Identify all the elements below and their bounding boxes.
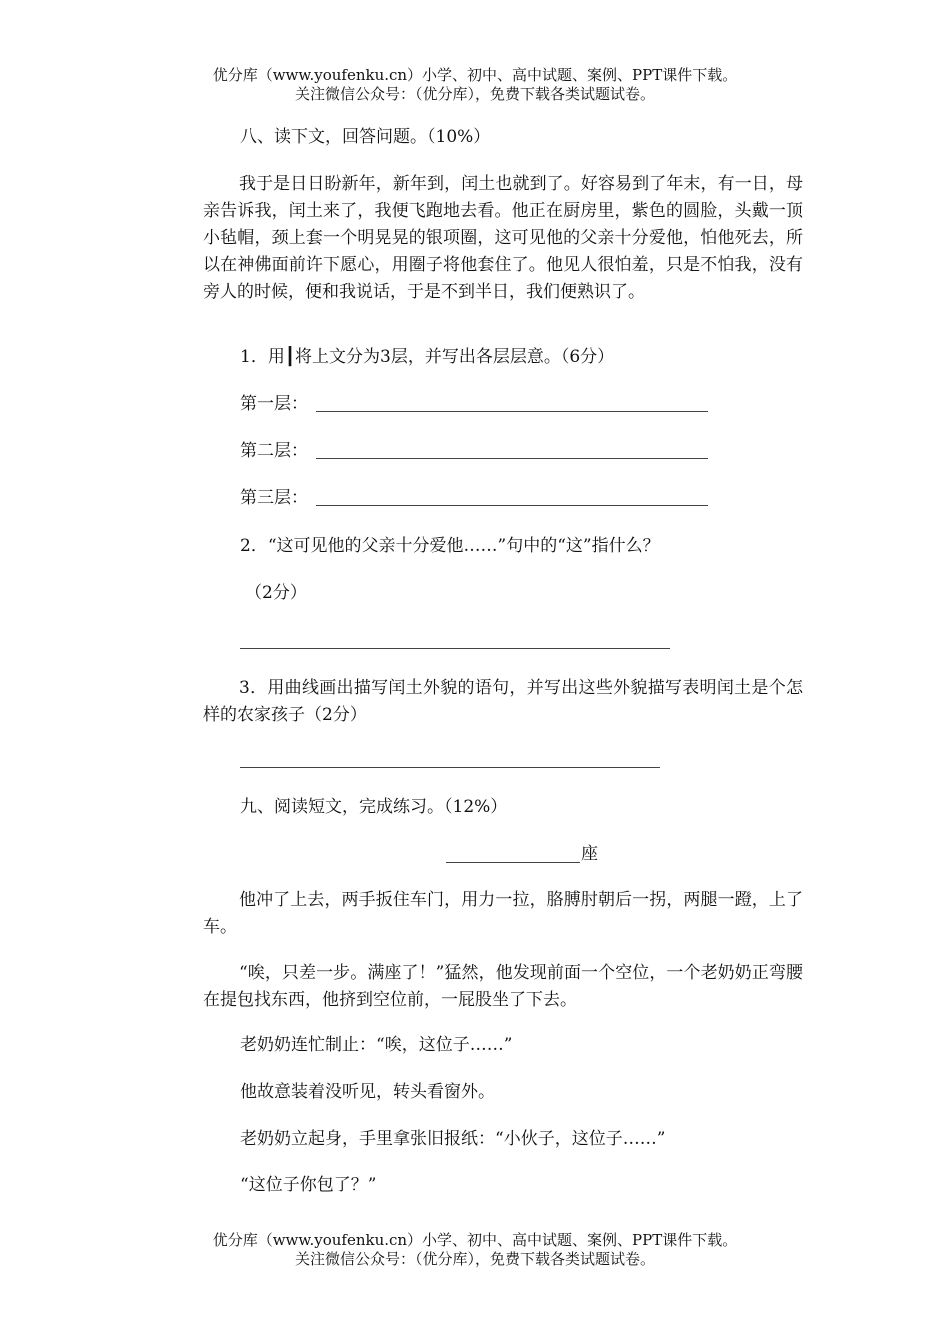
question-3: 3．用曲线画出描写闰土外貌的语句，并写出这些外貌描写表明闰土是个怎样的农家孩子（2分） <box>203 678 803 725</box>
layer-2-answer-line[interactable] <box>316 458 708 459</box>
layer-3-answer-line[interactable] <box>316 505 708 506</box>
footer-line-2: 关注微信公众号：（优分库），免费下载各类试题试卷。 <box>294 1250 655 1268</box>
story-title-suffix: 座 <box>581 844 598 864</box>
section-8-passage: 我于是日日盼新年，新年到，闰土也就到了。好容易到了年末，有一日，母亲告诉我，闰土来了，我便飞跑地去看。他正在厨房里，紫色的圆脸，头戴一顶小毡帽，颈上套一个明晃晃的银项圈，这可见他的父亲十分爱他，怕他死去，所以在神佛面前许下愿心，用圈子将他套住了。他见人很怕羞，只是不怕我，没有旁人的时候，便和我说话，于是不到半日，我们便熟识了。 <box>203 174 803 302</box>
question-2: 2．“这可见他的父亲十分爱他……”句中的“这”指什么？ <box>240 536 660 556</box>
story-paragraph-6: “这位子你包了？” <box>240 1175 377 1195</box>
question-2-answer-line[interactable] <box>240 648 670 649</box>
story-paragraph-5: 老奶奶立起身，手里拿张旧报纸：“小伙子，这位子……” <box>240 1129 666 1149</box>
story-title-blank[interactable] <box>446 862 580 863</box>
question-3-answer-line[interactable] <box>240 767 660 768</box>
story-paragraph-4: 他故意装着没听见，转头看窗外。 <box>240 1082 495 1102</box>
story-paragraph-2: “唉，只差一步。满座了！”猛然，他发现前面一个空位，一个老奶奶正弯腰在提包找东西，他挤到空位前，一屁股坐了下去。 <box>203 963 803 1010</box>
layer-2-label: 第二层： <box>240 441 308 461</box>
page-footer <box>0 1231 950 1269</box>
section-9-title: 九、阅读短文，完成练习。（12%） <box>240 797 508 817</box>
question-1: 1．用┃将上文分为3层，并写出各层层意。（6分） <box>240 347 615 367</box>
layer-1-answer-line[interactable] <box>316 411 708 412</box>
header-line-2: 关注微信公众号：（优分库），免费下载各类试题试卷。 <box>294 85 655 103</box>
question-2-score: （2分） <box>245 583 307 603</box>
header-line-1: 优分库（www.youfenku.cn）小学、初中、高中试题、案例、PPT课件下载。 <box>212 66 738 84</box>
footer-line-1: 优分库（www.youfenku.cn）小学、初中、高中试题、案例、PPT课件下载。 <box>212 1231 738 1249</box>
layer-1-label: 第一层： <box>240 394 308 414</box>
story-paragraph-3: 老奶奶连忙制止：“唉，这位子……” <box>240 1035 513 1055</box>
section-8-title: 八、读下文，回答问题。（10%） <box>240 127 491 147</box>
layer-3-label: 第三层： <box>240 488 308 508</box>
page-header <box>0 66 950 104</box>
story-paragraph-1: 他冲了上去，两手扳住车门，用力一拉，胳膊肘朝后一拐，两腿一蹬，上了车。 <box>203 890 803 937</box>
